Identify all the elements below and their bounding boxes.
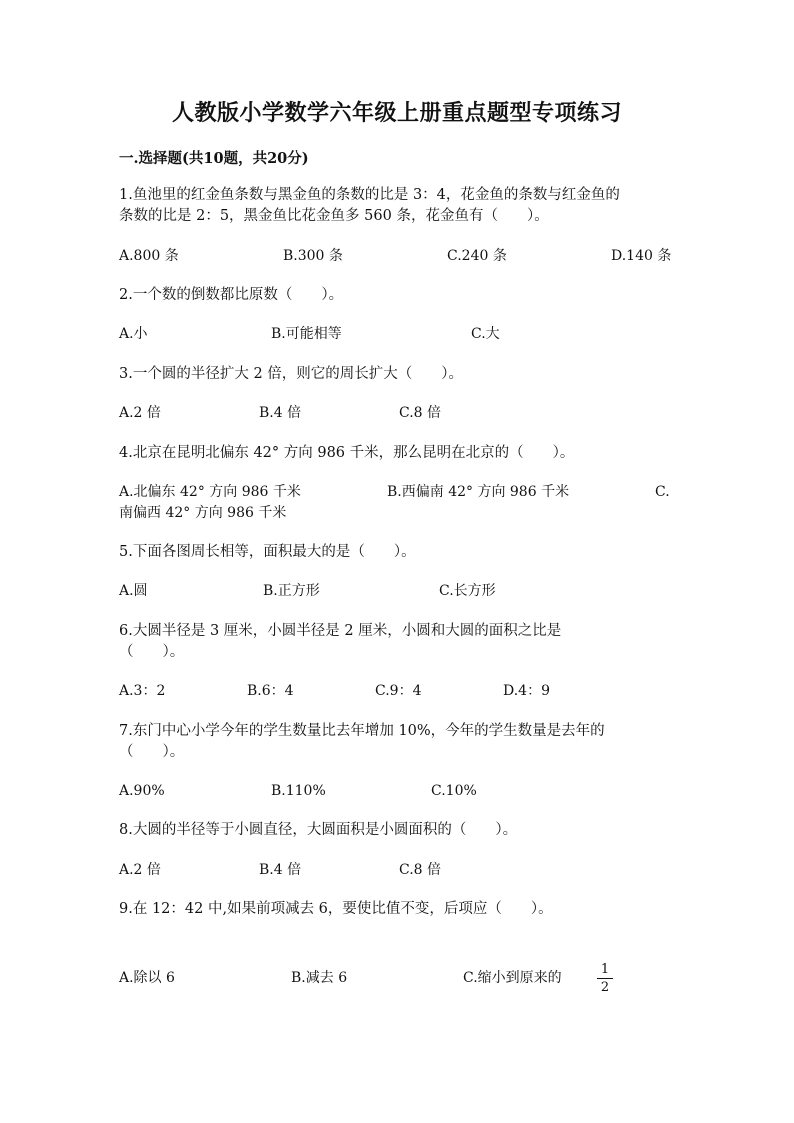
question-3-stem-line1: 3.一个圆的半径扩大 2 倍，则它的周长扩大（ ）。 (119, 366, 464, 382)
question-2-stem-line1: 2.一个数的倒数都比原数（ ）。 (119, 287, 344, 303)
question-2-option-b: B.可能相等 (271, 326, 342, 342)
question-5 (119, 542, 679, 563)
question-8-option-b: B.4 倍 (259, 862, 302, 878)
question-7-option-a: A.90% (119, 783, 165, 799)
section-heading: 一.选择题(共10题，共20分) (119, 150, 309, 167)
question-9-option-a: A.除以 6 (119, 970, 175, 986)
question-8 (119, 820, 679, 841)
question-7-stem-line2: （ ）。 (119, 744, 185, 760)
question-1-option-a: A.800 条 (119, 248, 179, 264)
question-9-stem-line1: 9.在 12：42 中,如果前项减去 6，要使比值不变，后项应（ ）。 (119, 901, 553, 917)
fraction-numerator: 1 (600, 962, 610, 977)
question-3 (119, 364, 679, 385)
question-4-stem-line1: 4.北京在昆明北偏东 42° 方向 986 千米，那么昆明在北京的（ ）。 (119, 445, 575, 461)
question-9-fraction (597, 963, 613, 994)
question-8-stem-line1: 8.大圆的半径等于小圆直径，大圆面积是小圆面积的（ ）。 (119, 822, 518, 838)
question-1-option-b: B.300 条 (283, 248, 343, 264)
question-9-option-c: C.缩小到原来的 (463, 970, 562, 986)
question-1-stem-line1: 1.鱼池里的红金鱼条数与黑金鱼的条数的比是 3：4，花金鱼的条数与红金鱼的 (119, 187, 620, 203)
question-9 (119, 899, 679, 920)
question-7-stem-line1: 7.东门中心小学今年的学生数量比去年增加 10%，今年的学生数量是去年的 (119, 723, 605, 739)
question-1 (119, 185, 679, 227)
question-6-option-d: D.4：9 (503, 683, 550, 699)
question-7-option-b: B.110% (271, 783, 326, 799)
question-8-option-c: C.8 倍 (399, 862, 442, 878)
question-5-option-b: B.正方形 (263, 583, 320, 599)
question-4-option-c-text: 南偏西 42° 方向 986 千米 (119, 505, 287, 521)
question-9-option-b: B.减去 6 (291, 970, 348, 986)
question-7-option-c: C.10% (431, 783, 477, 799)
question-6-stem-line1: 6.大圆半径是 3 厘米，小圆半径是 2 厘米，小圆和大圆的面积之比是 (119, 623, 562, 639)
question-2-option-c: C.大 (471, 326, 500, 342)
question-4-option-c-label: C. (655, 484, 670, 500)
question-6-option-b: B.6：4 (247, 683, 294, 699)
question-3-option-b: B.4 倍 (259, 405, 302, 421)
question-7 (119, 721, 679, 763)
question-6-stem-line2: （ ）。 (119, 644, 185, 660)
question-4-option-b: B.西偏南 42° 方向 986 千米 (387, 484, 570, 500)
page-title: 人教版小学数学六年级上册重点题型专项练习 (171, 100, 622, 126)
question-1-option-d: D.140 条 (611, 248, 672, 264)
fraction-bar (597, 978, 613, 979)
question-3-option-a: A.2 倍 (119, 405, 161, 421)
question-2-option-a: A.小 (119, 326, 148, 342)
question-6 (119, 621, 679, 663)
question-2 (119, 285, 679, 306)
question-6-option-c: C.9：4 (375, 683, 422, 699)
question-4 (119, 443, 679, 464)
question-6-option-a: A.3：2 (119, 683, 166, 699)
question-5-stem-line1: 5.下面各图周长相等，面积最大的是（ ）。 (119, 544, 416, 560)
question-1-option-c: C.240 条 (447, 248, 507, 264)
question-5-option-a: A.圆 (119, 583, 148, 599)
question-5-option-c: C.长方形 (439, 583, 496, 599)
question-1-stem-line2: 条数的比是 2：5，黑金鱼比花金鱼多 560 条，花金鱼有（ ）。 (119, 208, 549, 224)
question-3-option-c: C.8 倍 (399, 405, 442, 421)
question-4-option-a: A.北偏东 42° 方向 986 千米 (119, 484, 301, 500)
question-8-option-a: A.2 倍 (119, 862, 161, 878)
fraction-denominator: 2 (600, 980, 610, 995)
